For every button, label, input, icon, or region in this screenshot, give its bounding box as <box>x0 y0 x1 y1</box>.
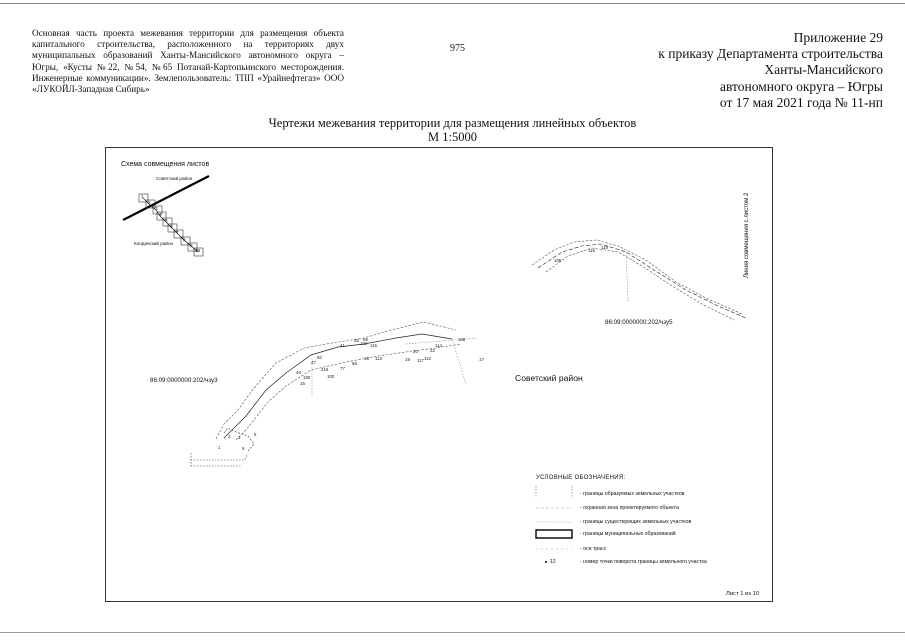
appendix-line-1: Приложение 29 <box>793 30 883 45</box>
point-label: 100 <box>327 374 335 379</box>
parcel-label-left: 86:09:0000000:202/чзу3 <box>150 377 218 384</box>
point-label: 41 <box>340 343 345 348</box>
scheme-region-bottom: Кондинский район <box>134 241 174 246</box>
point-label: 190 <box>303 375 311 380</box>
appendix-line-4: автономного округа – Югры <box>720 78 883 94</box>
legend-item-municipal-boundaries: - границы муниципальных образований <box>580 531 676 537</box>
legend-symbols <box>536 486 572 563</box>
point-label: 16 <box>300 381 305 386</box>
top-scan-border <box>0 3 905 4</box>
point-label: 115 <box>370 343 377 348</box>
scheme-sheet-number: 9 <box>190 243 193 248</box>
point-label: 119 <box>601 245 608 250</box>
scheme-sheet-number: 3 <box>155 206 158 211</box>
drawing-title: Чертежи межевания территории для размещения линейных объектов <box>268 116 637 130</box>
project-description: Основная часть проекта межевания территории для размещения объекта капитального строительства, расположенного на территориях двух муниципальных образований Ханты-Мансийского автономного округа – Югры, «Кусты №22, №54, №65 Потанай-Картопьинского месторождения. Инженерные коммуникации». Землепользователь: ТПП «Урайнефтегаз» ООО «ЛУКОЙЛ-Западная Сибирь» <box>32 28 344 95</box>
appendix-line-5: от 17 мая 2021 года № 11-нп <box>719 94 883 110</box>
point-label: 5 <box>254 432 257 437</box>
page-number: 975 <box>450 43 465 54</box>
appendix-line-2: к приказу Департамента строительства <box>658 46 883 62</box>
scheme-sheet-number: 1 <box>141 194 144 199</box>
point-label: 114 <box>435 343 442 348</box>
point-label: 22 <box>430 348 435 353</box>
point-label: 40 <box>296 370 301 375</box>
match-line-label: Линия совмещения с листом 2 <box>744 192 750 278</box>
drawing-frame <box>105 147 773 602</box>
point-label: 113 <box>375 356 382 361</box>
point-label: 1 <box>218 445 221 450</box>
appendix-line-3: Ханты-Мансийского <box>764 62 883 78</box>
point-label: 6 <box>242 446 245 451</box>
point-label: 68 <box>352 361 357 366</box>
point-label: 3 <box>238 435 241 440</box>
scheme-sheet-number: 10 <box>195 248 201 253</box>
scheme-sheet-number: 2 <box>148 200 151 205</box>
start-parcel <box>191 428 257 466</box>
appendix-block <box>603 30 883 111</box>
drawing-scale: М 1:5000 <box>428 130 477 144</box>
point-label: 112 <box>424 356 431 361</box>
point-label: 47 <box>311 360 316 365</box>
point-label: 56 <box>363 337 368 342</box>
point-label: 2 <box>228 434 231 439</box>
parcel-label-right: 86:09:0000000:202/чзу5 <box>605 319 673 326</box>
legend-item-existing-parcels: - границы существующих земельных участков <box>580 519 692 525</box>
scheme-sheet-number: 4 <box>159 212 162 217</box>
point-label: 117 <box>417 358 424 363</box>
scheme-sheet-number: 8 <box>183 237 186 242</box>
legend-item-protection-zone: - охранная зона проектируемого объекта <box>580 505 679 511</box>
point-label: 106 <box>554 258 562 263</box>
scheme-sheet-number: 5 <box>165 218 168 223</box>
route-axis-north <box>538 244 746 318</box>
point-label: 116 <box>588 248 595 253</box>
bottom-scan-border <box>0 632 905 633</box>
legend-title: УСЛОВНЫЕ ОБОЗНАЧЕНИЯ: <box>536 475 626 481</box>
point-label: 216 <box>321 367 329 372</box>
drawing-title-block <box>0 116 905 144</box>
point-label: 20 <box>413 349 418 354</box>
point-label: 19 <box>405 357 410 362</box>
legend-item-formed-parcels: - границы образуемых земельных участков <box>580 491 685 497</box>
point-label: 108 <box>458 337 466 342</box>
legend-point-sample: 12 <box>550 559 556 565</box>
scheme-sheet-number: 6 <box>170 224 173 229</box>
scheme-title: Схема совмещения листов <box>121 161 210 168</box>
legend-item-route-axes: - оси трасс <box>580 546 607 552</box>
point-label: 77 <box>340 366 345 371</box>
district-label: Советский район <box>515 373 583 383</box>
point-label: 102 <box>360 341 368 346</box>
point-label: 18 <box>364 356 369 361</box>
legend-item-turning-point: - номер точки поворота границы земельного участка <box>580 559 707 565</box>
sheet-number-label: Лист 1 из 10 <box>726 591 759 597</box>
zone-boundaries <box>216 240 742 440</box>
point-label: 60 <box>317 355 322 360</box>
point-label: 17 <box>479 357 484 362</box>
scheme-sheet-number: 7 <box>176 230 179 235</box>
point-label: 55 <box>354 338 359 343</box>
scheme-region-top: Советский район <box>156 176 193 181</box>
